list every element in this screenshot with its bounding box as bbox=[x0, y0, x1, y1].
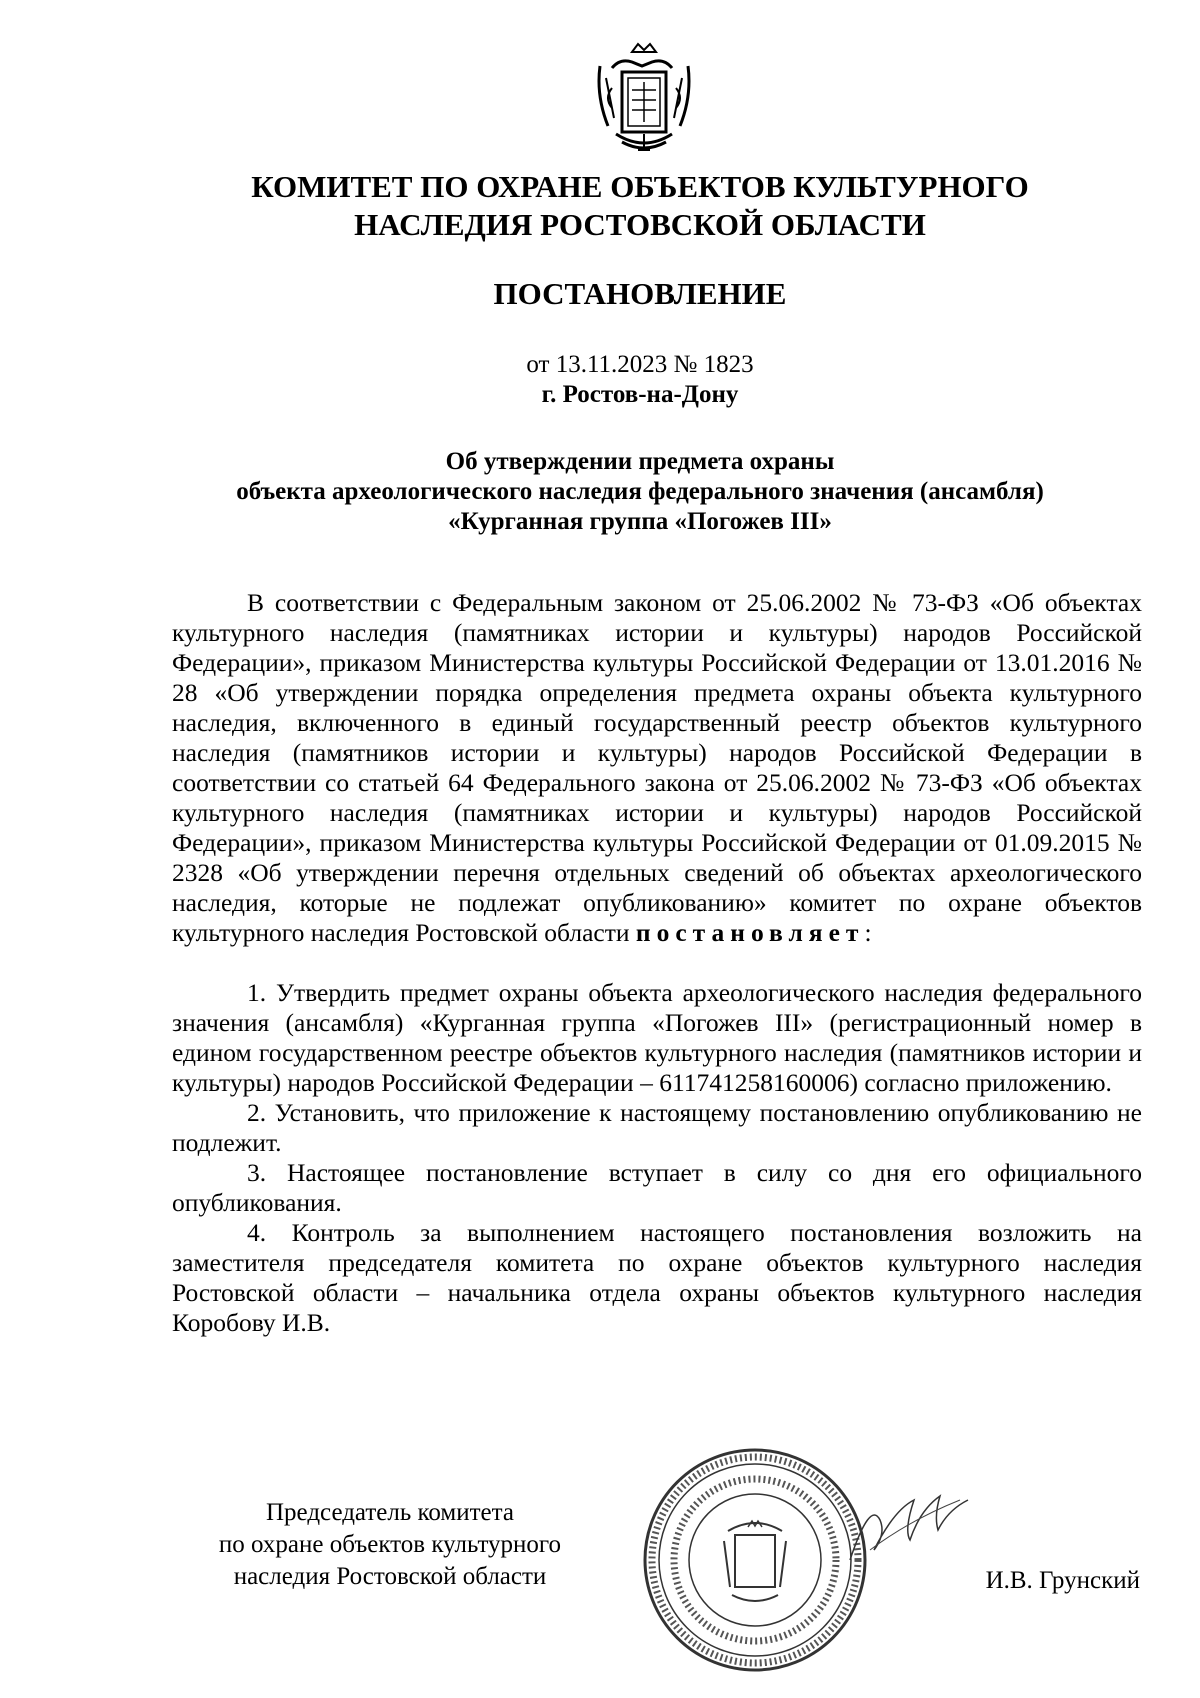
organization-title-line1: КОМИТЕТ ПО ОХРАНЕ ОБЪЕКТОВ КУЛЬТУРНОГО bbox=[251, 169, 1029, 204]
signatory-position-line2: по охране объектов культурного bbox=[218, 1531, 562, 1558]
coat-of-arms-icon bbox=[592, 38, 696, 158]
organization-title-line2: НАСЛЕДИЯ РОСТОВСКОЙ ОБЛАСТИ bbox=[354, 207, 926, 242]
preamble-text: В соответствии с Федеральным законом от 25.06.2002 № 73-ФЗ «Об объектах культурного наследия (памятниках истории и культуры) народов Российской Федерации», приказом Министерства культуры Российской Федерации от 13.01.2016 № 28 «Об утверждении порядка определения предмета охраны объекта культурного наследия, включенного в единый государственный реестр объектов культурного наследия (памятников истории и культуры) народов Российской Федерации в соответствии со статьей 64 Федерального закона от 25.06.2002 № 73-ФЗ «Об объектах культурного наследия (памятниках истории и культуры) народов Российской Федерации», приказом Министерства культуры Российской Федерации от 01.09.2015 № 2328 «Об утверждении перечня отдельных сведений об объектах археологического наследия, которые не подлежат опубликованию» комитет по охране объектов культурного наследия Ростовской области bbox=[172, 588, 1142, 947]
signatory-position bbox=[180, 1497, 600, 1593]
document-date-number: от 13.11.2023 № 1823 bbox=[526, 351, 754, 378]
organization-title bbox=[140, 168, 1140, 244]
document-city: г. Ростов-на-Дону bbox=[541, 381, 739, 408]
resolution-item-4: 4. Контроль за выполнением настоящего постановления возложить на заместителя председателя комитета по охране объектов культурного наследия Ростовской области – начальника отдела охраны объектов культурного наследия Коробову И.В. bbox=[172, 1218, 1142, 1337]
preamble-paragraph bbox=[172, 588, 1142, 948]
document-subject bbox=[140, 447, 1140, 537]
resolution-item-3: 3. Настоящее постановление вступает в силу со дня его официального опубликования. bbox=[172, 1158, 1142, 1217]
document-body bbox=[172, 588, 1142, 1338]
subject-line3: «Курганная группа «Погожев III» bbox=[448, 508, 832, 535]
resolution-item-1: 1. Утвердить предмет охраны объекта археологического наследия федерального значения (ансамбля) «Курганная группа «Погожев III» (регистрационный номер в едином государственном реестре объектов культурного наследия (памятников истории и культуры) народов Российской Федерации – 611741258160006) согласно приложению. bbox=[172, 978, 1142, 1097]
signatory-name: И.В. Грунский bbox=[985, 1567, 1140, 1594]
preamble-end: : bbox=[864, 918, 872, 947]
signatory-position-line3: наследия Ростовской области bbox=[233, 1563, 547, 1590]
resolution-verb: постановляет bbox=[635, 918, 865, 947]
resolution-item-2: 2. Установить, что приложение к настоящему постановлению опубликованию не подлежит. bbox=[172, 1098, 1142, 1157]
official-seal-icon bbox=[640, 1445, 870, 1675]
subject-line2: объекта археологического наследия федерального значения (ансамбля) bbox=[236, 478, 1044, 505]
subject-line1: Об утверждении предмета охраны bbox=[445, 448, 835, 475]
document-type: ПОСТАНОВЛЕНИЕ bbox=[493, 276, 787, 311]
signatory-position-line1: Председатель комитета bbox=[266, 1499, 514, 1526]
